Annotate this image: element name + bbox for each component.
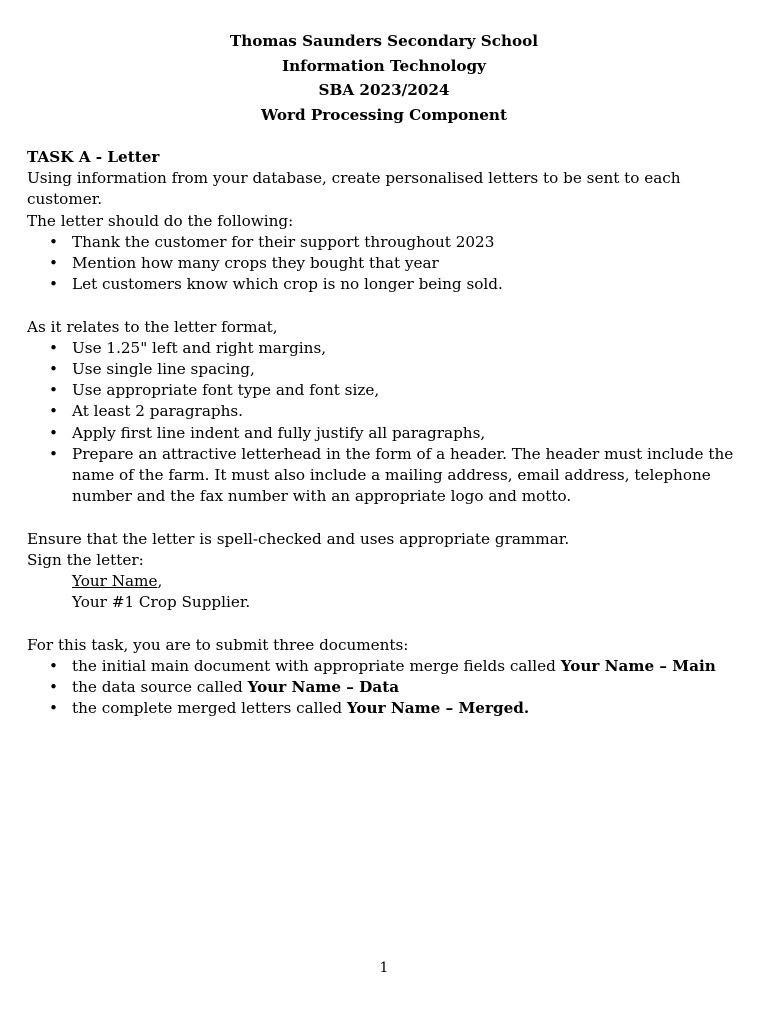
- spellcheck-note: Ensure that the letter is spell-checked and uses appropriate grammar.: [27, 529, 570, 548]
- spacer: [27, 507, 752, 528]
- list-item: • At least 2 paragraphs.: [27, 401, 752, 422]
- document-header: [0, 29, 768, 127]
- page-number: 1: [379, 960, 389, 976]
- list-item: • the data source called Your Name – Data: [27, 677, 752, 698]
- subject-name: Information Technology: [282, 56, 486, 75]
- file-name: Your Name – Data: [247, 678, 400, 697]
- list-item: • the complete merged letters called Your Name – Merged.: [27, 698, 752, 719]
- letterhead-line-2: name of the farm. It must also include a mailing address, email address, telephone: [72, 466, 711, 485]
- list-item: [27, 444, 752, 508]
- bullet: •: [49, 656, 58, 675]
- spacer: [27, 295, 752, 316]
- submission-list: [27, 656, 752, 720]
- bullet: •: [49, 444, 58, 463]
- submit-intro: For this task, you are to submit three documents:: [27, 635, 409, 654]
- sign-instruction: Sign the letter:: [27, 550, 144, 569]
- list-item: • Use 1.25" left and right margins,: [27, 338, 752, 359]
- file-name: Your Name – Merged.: [346, 699, 530, 718]
- task-intro-line-2: The letter should do the following:: [27, 211, 294, 230]
- bullet: •: [49, 338, 58, 357]
- letterhead-line-3: number and the fax number with an appropriate logo and motto.: [72, 487, 572, 506]
- list-item: • Use single line spacing,: [27, 359, 752, 380]
- bullet: •: [49, 381, 58, 400]
- bullet: •: [49, 678, 58, 697]
- task-requirements-list: [27, 232, 752, 296]
- bullet: •: [49, 275, 58, 294]
- list-item: • Apply first line indent and fully justify all paragraphs,: [27, 423, 752, 444]
- list-item: • Let customers know which crop is no longer being sold.: [27, 274, 752, 295]
- list-item: • Thank the customer for their support throughout 2023: [27, 232, 752, 253]
- letterhead-line-1: Prepare an attractive letterhead in the form of a header. The header must include the: [72, 444, 734, 463]
- list-item: • Mention how many crops they bought that year: [27, 253, 752, 274]
- list-item: • Use appropriate font type and font size,: [27, 380, 752, 401]
- bullet: •: [49, 360, 58, 379]
- spacer: [27, 613, 752, 634]
- signature-title: Your #1 Crop Supplier.: [72, 593, 251, 612]
- bullet: •: [49, 699, 58, 718]
- task-intro-line-1: Using information from your database, create personalised letters to be sent to each customer.: [27, 169, 681, 209]
- bullet: •: [49, 254, 58, 273]
- file-name: Your Name – Main: [560, 656, 716, 675]
- document-body: [27, 147, 752, 719]
- component-title: Word Processing Component: [261, 105, 507, 124]
- bullet: •: [49, 402, 58, 421]
- school-name: Thomas Saunders Secondary School: [229, 32, 539, 50]
- bullet: •: [49, 232, 58, 251]
- task-title: TASK A - Letter: [27, 148, 160, 166]
- format-intro: As it relates to the letter format,: [27, 317, 278, 336]
- bullet: •: [49, 423, 58, 442]
- sba-year: SBA 2023/2024: [318, 81, 450, 99]
- signature-name: Your Name: [72, 572, 158, 591]
- list-item: • the initial main document with appropriate merge fields called Your Name – Main: [27, 656, 752, 677]
- format-requirements-list: [27, 338, 752, 508]
- signature-name-line: Your Name,: [72, 572, 163, 591]
